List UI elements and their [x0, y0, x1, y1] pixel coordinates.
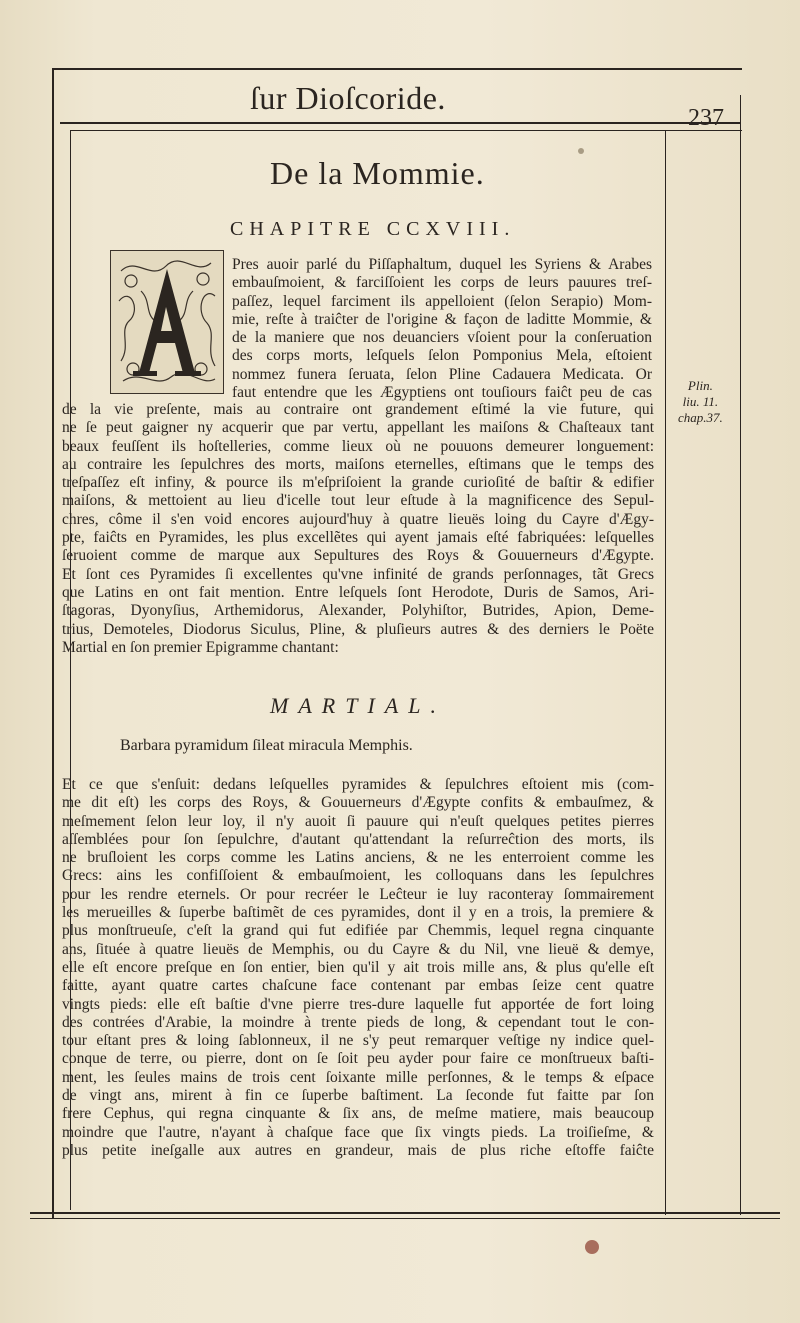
margin-rule	[740, 95, 741, 1215]
ink-stain	[578, 148, 584, 154]
section-title: De la Mommie.	[270, 155, 485, 191]
margin-note	[678, 378, 723, 426]
text-line: plus petite ineſgalle aux autres en grandeur, mais de plus riche eſtoffe faiĉte	[62, 1141, 654, 1159]
text-line: treſpaſſez eſt infiny, & pource ils m'eſpriſoient la grande curioſité de baſtir & edifier	[62, 474, 654, 492]
text-line: meſmement ſelon leur loy, il n'y auoit ſi pauure qui n'euſt quelques petites pierres	[62, 812, 654, 830]
text-line: des corps morts, leſquels ſelon Pomponius Mela, eſtoient	[232, 347, 652, 365]
text-line: au contraire les ſepulchres des morts, maiſons eternelles, eſtimans que le temps des	[62, 455, 654, 473]
text-line: elle eſt encore preſque en ſon entier, bien qu'il y ait trois mille ans, & plus qu'elle eſt	[62, 958, 654, 976]
text-line: faut entendre que les Ægyptiens ont touſiours faiĉt peu de cas	[232, 384, 652, 402]
text-line: ne bruſloient les corps comme les Latins anciens, & ne les enterroient comme les	[62, 849, 654, 867]
text-line: des contrées d'Arabie, la moindre à trente pieds de long, & cependant tout le con-	[62, 1013, 654, 1031]
text-line: de la vie preſente, mais au contraire ont grandement eſtimé la vie future, qui	[62, 401, 654, 418]
text-line: embauſmoient, & farciſſoient les corps de leurs pauures treſ-	[232, 274, 652, 292]
text-line: Et ſont ces Pyramides ſi excellentes qu'vne infinité de grands perſonnages, tãt Grecs	[62, 565, 654, 583]
inner-top-rule	[70, 130, 742, 131]
page-number: 237	[688, 105, 724, 131]
text-line: paſſez, lequel farciment ils appelloient (ſelon Serapio) Mom-	[232, 292, 652, 310]
text-line: tour eſtant pres & loing ſablonneux, il ne s'y peut remarquer veſtige ny indice quel-	[62, 1032, 654, 1050]
text-line: aſſemblées pour ſon ſepulchre, d'autant qu'attendant la reſurreĉtion des morts, ils	[62, 830, 654, 848]
chapter-heading: CHAPITRE CCXVIII.	[230, 218, 516, 240]
text-line: frere Cephus, qui regna cinquante & ſix ans, de meſme matiere, mais beaucoup	[62, 1105, 654, 1123]
decorated-initial-a-icon	[110, 250, 224, 394]
bottom-rule-2	[30, 1218, 780, 1219]
text-line: chres, côme il s'en void encores aujourd'huy à quatre lieuës loing du Cayre d'Ægy-	[62, 510, 654, 528]
text-line: ſtagoras, Dyonyſius, Arthemidorus, Alexander, Polyhiſtor, Butrides, Apion, Deme-	[62, 602, 654, 620]
text-line: que Latins en ont fait mention. Entre leſquels ſont Herodote, Duris de Samos, Ari-	[62, 583, 654, 601]
text-line: Martial en ſon premier Epigramme chantant:	[62, 638, 339, 656]
text-line: les merueilles & ſuperbe baſtimẽt de ces pyramides, dont il y en a trois, la premiere &	[62, 904, 654, 922]
margin-note-line: liu. 11.	[682, 394, 719, 409]
text-line: Grecs: ains les confiſſoient & embauſmoient, les colloquans dans les ſepulchres	[62, 867, 654, 885]
text-line: ſeruoient comme de marque aux Sepultures des Roys & Gouuerneurs d'Ægypte.	[62, 547, 654, 565]
header-rule	[60, 122, 740, 124]
text-line: maiſons, & mettoient au lieu d'icelle tout leur eſtude à la magnificence des Sepul-	[62, 492, 654, 510]
poet-heading: MARTIAL.	[270, 693, 446, 718]
text-line: mie, reſte à traiĉter de l'origine & façon de laditte Mommie, &	[232, 310, 652, 328]
text-line: faitte, ayant quatre cartes chaſcune face contenant par embas ſeize cent quatre	[62, 977, 654, 995]
text-line: Pres auoir parlé du Piſſaphaltum, duquel les Syriens & Arabes	[232, 256, 652, 273]
text-line: vingts pieds: elle eſt baſtie d'vne pierre tres-dure laquelle fut apportée de fort loing	[62, 995, 654, 1013]
text-line: pour les rendre eternels. Or pour recréer le Leĉteur ie luy raconteray ſommairement	[62, 885, 654, 903]
text-line: nommez funera ſeruata, ſelon Pline Cadauera Medicata. Or	[232, 365, 652, 383]
text-line: pte, faiĉts en Pyramides, les plus excellẽtes qui ayent jamais eſté fabriquées: leſquelles	[62, 529, 654, 547]
top-rule	[52, 68, 742, 70]
paragraph-intro-continued	[62, 401, 654, 657]
text-line: beaux feuſſent ils hoſtelleries, comme lieux où ne pouuons demeurer longuement:	[62, 437, 654, 455]
text-line: ne ſe peut gaigner ny acquerir que par vertu, appellant les maiſons & Chaſteaux tant	[62, 419, 654, 437]
ink-stain	[585, 1240, 599, 1254]
text-line: de vingt ans, mirent à fin ce ſuperbe baſtiment. La ſeconde fut faitte par ſon	[62, 1087, 654, 1105]
text-line: ans, ſituée à quatre lieuës de Memphis, ou du Cayre & du Nil, vne lieuë & demye,	[62, 940, 654, 958]
margin-note-line: Plin.	[687, 378, 713, 393]
text-line: Et ce que s'enſuit: dedans leſquelles pyramides & ſepulchres eſtoient mis (com-	[62, 776, 654, 793]
text-line: ment, les ſeules mains de trois cent ſoixante mille perſonnes, & le temps & eſpace	[62, 1068, 654, 1086]
margin-note-line: chap.37.	[678, 410, 723, 425]
text-line: trius, Demoteles, Diodorus Siculus, Pline, & pluſieurs autres & des derniers le Poëte	[62, 620, 654, 638]
text-line: moindre que l'autre, n'ayant à chaſque face que ſix vingts pieds. La troiſieſme, &	[62, 1123, 654, 1141]
running-head: ſur Dioſcoride.	[250, 80, 446, 116]
paragraph-pyramids	[62, 776, 654, 1160]
text-line: de la maniere que nos deuanciers vſoient pour la conſeruation	[232, 329, 652, 347]
right-rule	[665, 130, 666, 1215]
text-line: me dit eſt) les corps des Roys, & Gouuerneurs d'Ægypte confits & embauſmez, &	[62, 794, 654, 812]
text-line: conque de terre, ou pierre, dont on ſe ſoit peu ayder pour faire ce monſtrueux baſti-	[62, 1050, 654, 1068]
paragraph-intro	[232, 256, 652, 402]
text-line: plus monſtrueuſe, c'eſt la grand qui fut edifiée par Chemmis, lequel regna cinquante	[62, 922, 654, 940]
latin-verse: Barbara pyramidum ſileat miracula Memphis.	[120, 737, 413, 754]
left-rule-outer	[52, 68, 54, 1218]
bottom-rule	[30, 1212, 780, 1214]
